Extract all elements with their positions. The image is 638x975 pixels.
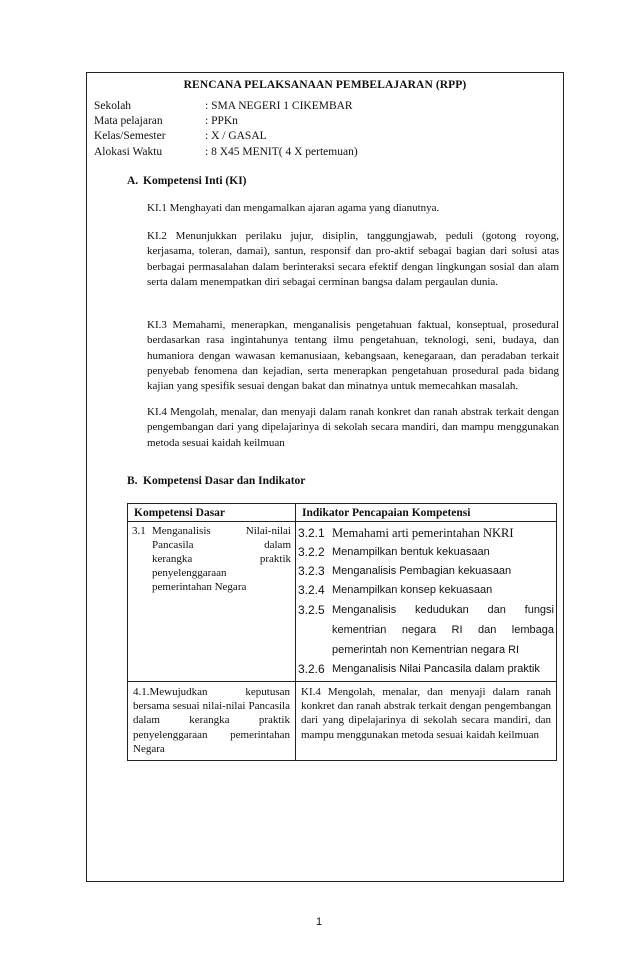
meta-row-school <box>94 99 358 114</box>
indicator-item <box>298 581 554 600</box>
document-frame <box>86 72 564 882</box>
meta-value: : 8 X45 MENIT( 4 X pertemuan) <box>205 145 358 158</box>
indicator-item <box>298 660 554 679</box>
ki-1-paragraph: KI.1 Menghayati dan mengamalkan ajaran agama yang dianutnya. <box>147 202 440 214</box>
kd-line: Pancasila dalam <box>152 539 291 551</box>
page-number: 1 <box>315 916 323 928</box>
kd-line: penyelenggaraan <box>152 567 227 579</box>
indicator-item <box>298 600 554 660</box>
kd-cell <box>128 682 296 761</box>
section-letter: B. <box>127 475 138 487</box>
indicator-number: 3.2.4 <box>298 583 325 597</box>
document-title: RENCANA PELAKSANAAN PEMBELAJARAN (RPP) <box>183 79 467 91</box>
indicator-ki-4: KI.4 Mengolah, menalar, dan menyaji dalam ranah konkret dan ranah abstrak terkait dengan pengembangan dari yang dipelajarinya di sekolah secara mandiri, dan mampu menggunakan metoda sesuai kaidah keilmuan <box>301 686 551 741</box>
indicator-item <box>298 562 554 581</box>
section-letter: A. <box>127 175 139 187</box>
kd-line: pemerintahan Negara <box>152 581 247 593</box>
indicator-number: 3.2.1 <box>298 526 325 540</box>
indicator-number: 3.2.5 <box>298 603 325 617</box>
indicator-number: 3.2.3 <box>298 564 325 578</box>
kd-first-line <box>132 524 291 538</box>
meta-value: : X / GASAL <box>205 130 267 143</box>
indicator-text: Menganalisis Pembagian kekuasaan <box>332 565 512 577</box>
kd-line: Menganalisis Nilai-nilai <box>152 525 291 537</box>
indicator-list <box>296 522 556 681</box>
indicator-text: Menganalisis Nilai Pancasila dalam praktik <box>332 663 540 675</box>
indicator-text: Menampilkan konsep kekuasaan <box>332 584 493 596</box>
indicator-number: 3.2.2 <box>298 545 325 559</box>
indicator-number: 3.2.6 <box>298 662 325 676</box>
kd-number: 3.1 <box>132 525 146 537</box>
meta-label: Mata pelajaran <box>94 115 163 128</box>
indicator-cell <box>296 682 557 761</box>
ki-3-paragraph: KI.3 Memahami, menerapkan, menganalisis pengetahuan faktual, konseptual, prosedural berdasarkan rasa ingintahunya tentang ilmu pengetahuan, teknologi, seni, budaya, dan humaniora dengan wawasan kemanusiaan, kebangsaan, kenegaraan, dan peradaban terkait penyebab fenomena dan kejadian, serta menerapkan pengetahuan prosedural pada bidang kajian yang spesifik sesuai dengan bakat dan minatnya untuk memecahkan masalah. <box>147 319 559 393</box>
ki-4-paragraph: KI.4 Mengolah, menalar, dan menyaji dalam ranah konkret dan ranah abstrak terkait dengan pengembangan dari yang dipelajarinya di sekolah secara mandiri, dan mampu menggunakan metoda sesuai kaidah keilmuan <box>147 406 559 449</box>
section-title: Kompetensi Dasar dan Indikator <box>143 475 306 487</box>
meta-label: Kelas/Semester <box>94 130 166 143</box>
section-a-heading <box>127 175 247 187</box>
table-row <box>128 522 557 682</box>
meta-row-subject <box>94 114 358 129</box>
table-row <box>128 682 557 761</box>
header-indikator: Indikator Pencapaian Kompetensi <box>296 504 557 522</box>
table-header-row <box>128 504 557 522</box>
indicator-item <box>298 524 554 543</box>
indicator-item <box>298 543 554 562</box>
kd-cell <box>128 522 296 682</box>
meta-label: Alokasi Waktu <box>94 145 163 158</box>
meta-row-time <box>94 145 358 160</box>
indicator-text: Menampilkan bentuk kekuasaan <box>332 546 490 558</box>
competency-table <box>127 503 557 761</box>
section-title: Kompetensi Inti (KI) <box>143 175 247 187</box>
identity-block <box>94 99 358 160</box>
meta-label: Sekolah <box>94 100 132 112</box>
indicator-text: Menganalisis kedudukan dan fungsi kementrian negara RI dan lembaga pemerintah non Kementrian negara RI <box>332 604 554 656</box>
meta-value: : SMA NEGERI 1 CIKEMBAR <box>205 100 353 112</box>
kd-3-1 <box>128 522 295 598</box>
header-kompetensi-dasar: Kompetensi Dasar <box>128 504 296 522</box>
meta-value: : PPKn <box>205 115 238 128</box>
section-b-heading <box>127 475 305 487</box>
kd-4-1: 4.1.Mewujudkan keputusan bersama sesuai nilai-nilai Pancasila dalam kerangka praktik penyelenggaraan pemerintahan Negara <box>133 686 290 755</box>
indicator-text: Memahami arti pemerintahan NKRI <box>332 526 514 540</box>
ki-2-paragraph: KI.2 Menunjukkan perilaku jujur, disiplin, tanggungjawab, peduli (gotong royong, kerjasama, toleran, damai), santun, responsif dan pro-aktif sebagai bagian dari solusi atas berbagai permasalahan dalam berinteraksi secara efektif dengan lingkungan sosial dan alam serta dalam menempatkan diri sebagai cerminan bangsa dalam pergaulan dunia. <box>147 230 559 288</box>
kd-line: kerangka praktik <box>152 553 291 565</box>
indicator-cell <box>296 522 557 682</box>
meta-row-class <box>94 129 358 144</box>
